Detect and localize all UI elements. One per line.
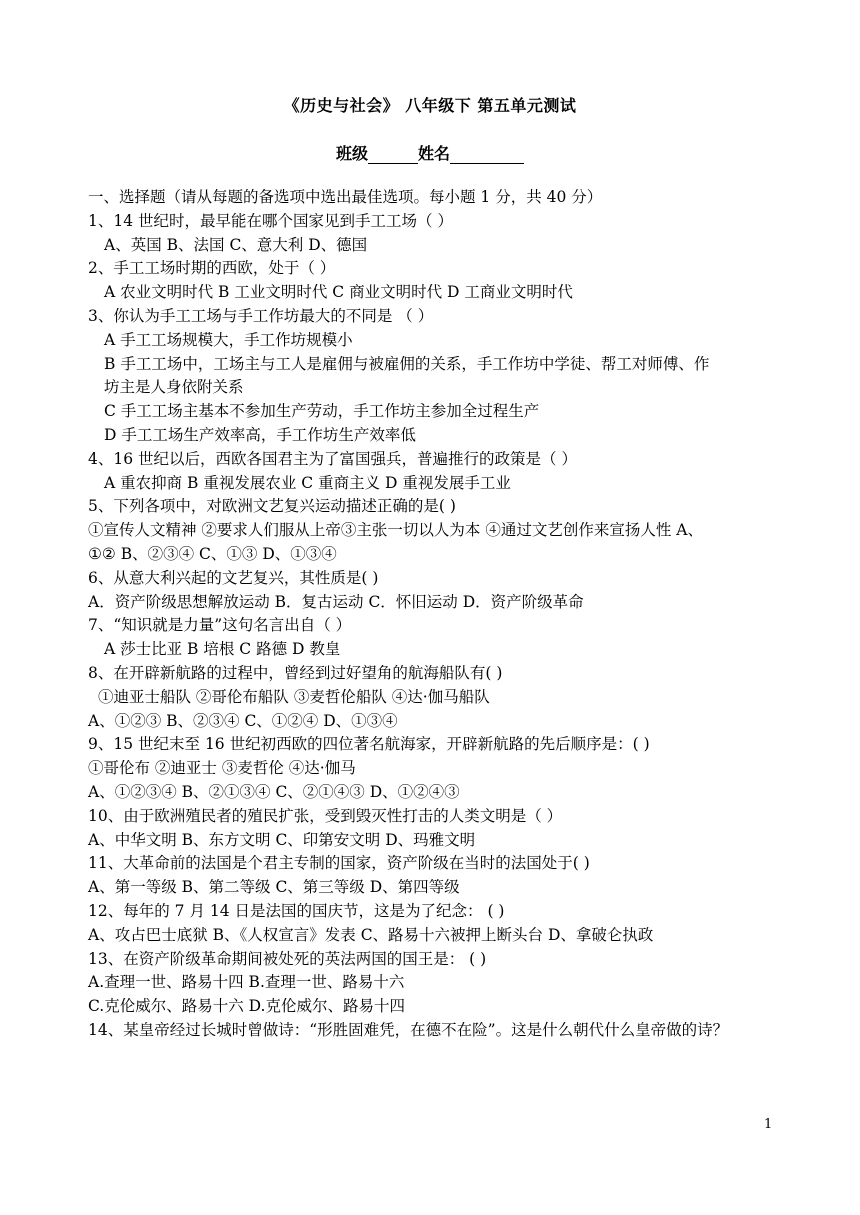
text-line: A、中华文明 B、东方文明 C、印第安文明 D、玛雅文明 (88, 830, 476, 849)
text-line: 坊主是人身依附关系 (104, 378, 244, 397)
text-line: 6、从意大利兴起的文艺复兴，其性质是( ) (88, 568, 379, 587)
text-line: 10、由于欧洲殖民者的殖民扩张，受到毁灭性打击的人类文明是（ ） (88, 806, 563, 825)
text-line: 13、在资产阶级革命期间被处死的英法两国的国王是： ( ) (88, 949, 487, 968)
document-title: 《历史与社会》 八年级下 第五单元测试 (283, 96, 577, 115)
text-line: 一、选择题（请从每题的备选项中选出最佳选项。每小题 1 分，共 40 分） (88, 188, 603, 206)
text-line: C.克伦威尔、路易十六 D.克伦威尔、路易十四 (88, 997, 405, 1016)
text-line: ①② B、②③④ C、①③ D、①③④ (88, 544, 337, 563)
text-line: A、①②③④ B、②①③④ C、②①④③ D、①②④③ (88, 782, 460, 801)
text-line: A 手工工场规模大，手工作坊规模小 (104, 330, 353, 349)
text-line: A、①②③ B、②③④ C、①②④ D、①③④ (88, 711, 398, 730)
text-line: 5、下列各项中，对欧洲文艺复兴运动描述正确的是( ) (88, 497, 456, 516)
class-label: 班级 (335, 144, 368, 163)
text-line: A 农业文明时代 B 工业文明时代 C 商业文明时代 D 工商业文明时代 (104, 283, 573, 302)
text-line: A、第一等级 B、第二等级 C、第三等级 D、第四等级 (88, 878, 460, 897)
text-line: C 手工工场主基本不参加生产劳动，手工作坊主参加全过程生产 (104, 402, 540, 421)
name-blank[interactable] (450, 147, 524, 164)
text-line: 7、“知识就是力量”这句名言出自（ ） (88, 616, 352, 635)
page-number: 1 (764, 1117, 773, 1132)
text-line: A.查理一世、路易十四 B.查理一世、路易十六 (88, 973, 405, 992)
text-line: A、英国 B、法国 C、意大利 D、德国 (104, 235, 368, 254)
text-line: D 手工工场生产效率高，手工作坊生产效率低 (104, 425, 416, 444)
text-line: B 手工工场中，工场主与工人是雇佣与被雇佣的关系，手工作坊中学徒、帮工对师傅、作 (104, 354, 710, 373)
class-blank[interactable] (368, 147, 418, 164)
text-line: A 重农抑商 B 重视发展农业 C 重商主义 D 重视发展手工业 (104, 473, 511, 492)
text-line: 2、手工工场时期的西欧，处于（ ） (88, 259, 336, 278)
text-line: ①迪亚士船队 ②哥伦布船队 ③麦哲伦船队 ④达·伽马船队 (98, 687, 490, 706)
text-line: A、攻占巴士底狱 B、《人权宣言》发表 C、路易十六被押上断头台 D、拿破仑执政 (88, 925, 654, 944)
question-list (88, 186, 778, 1043)
text-line: ①哥伦布 ②迪亚士 ③麦哲伦 ④达·伽马 (88, 759, 356, 778)
text-line: 8、在开辟新航路的过程中，曾经到过好望角的航海船队有( ) (88, 663, 503, 682)
text-line: A．资产阶级思想解放运动 B．复古运动 C．怀旧运动 D．资产阶级革命 (88, 592, 584, 611)
text-line: 9、15 世纪末至 16 世纪初西欧的四位著名航海家，开辟新航路的先后顺序是：( ) (88, 735, 650, 754)
text-line: 1、14 世纪时，最早能在哪个国家见到手工工场（ ） (88, 211, 453, 230)
text-line: A 莎士比亚 B 培根 C 路德 D 教皇 (104, 640, 341, 659)
text-line: 3、你认为手工工场与手工作坊最大的不同是 （ ） (88, 306, 434, 325)
text-line: 11、大革命前的法国是个君主专制的国家，资产阶级在当时的法国处于( ) (88, 854, 590, 873)
text-line: ①宣传人文精神 ②要求人们服从上帝③主张一切以人为本 ④通过文艺创作来宣扬人性 A、 (88, 521, 703, 540)
text-line: 14、某皇帝经过长城时曾做诗：“形胜固难凭，在德不在险”。这是什么朝代什么皇帝做的诗？ (88, 1020, 729, 1039)
text-line: 4、16 世纪以后，西欧各国君主为了富国强兵，普遍推行的政策是（ ） (88, 449, 577, 468)
class-name-line (0, 141, 860, 164)
text-line: 12、每年的 7 月 14 日是法国的国庆节，这是为了纪念： ( ) (88, 901, 505, 920)
name-label: 姓名 (418, 144, 451, 163)
